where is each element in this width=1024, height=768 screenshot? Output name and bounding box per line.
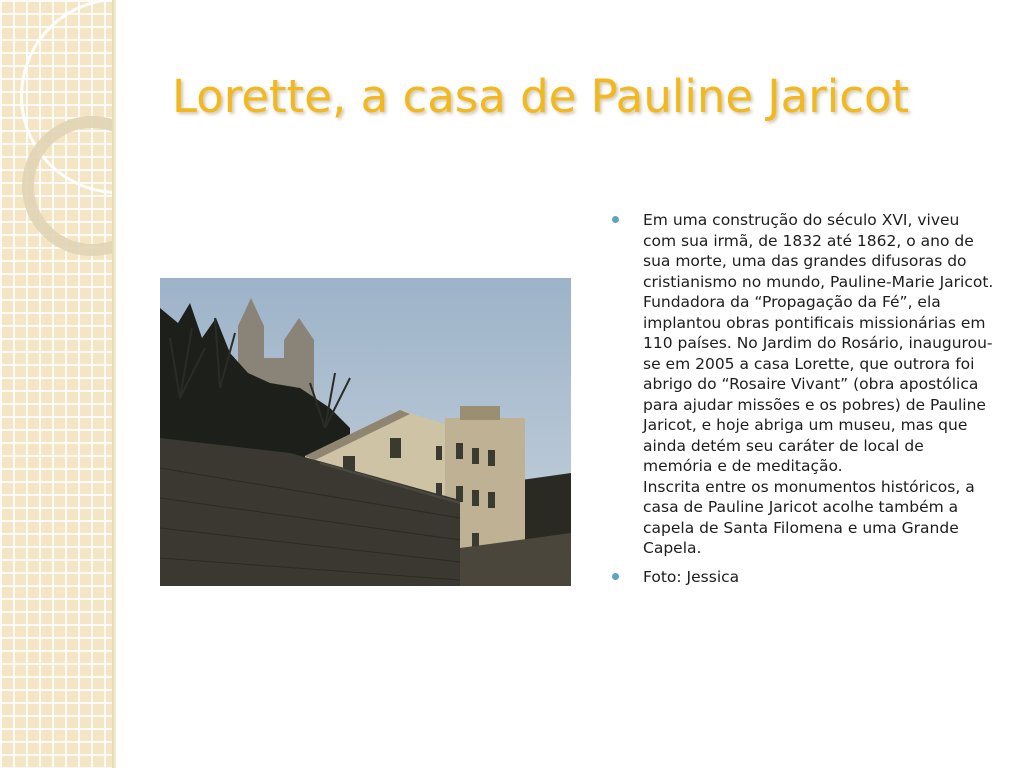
bullet-text: Em uma construção do século XVI, viveu com sua irmã, de 1832 até 1862, o ano de sua morte, uma das grandes difusoras do cristianismo no mundo, Pauline-Marie Jaricot. Fundadora da “Propagação da Fé”, ela implantou obras pontificais missionárias em 110 países. No Jardim do Rosário, inaugurou-se em 2005 a casa Lorette, que outrora foi abrigo do “Rosaire Vivant” (obra apostólica para ajudar missões e os pobres) de Pauline Jaricot, e hoje abriga um museu, mas que ainda detém seu caráter de local de memória e de meditação. bbox=[643, 211, 994, 475]
bullet-dot-icon bbox=[612, 216, 619, 223]
side-strip-edge bbox=[112, 0, 116, 768]
bullet-dot-icon bbox=[612, 573, 619, 580]
decorative-side-strip bbox=[0, 0, 112, 768]
photo-lorette-house bbox=[160, 278, 571, 586]
bullet-text: Inscrita entre os monumentos históricos, a casa de Pauline Jaricot acolhe também a capela de Santa Filomena e uma Grande Capela. bbox=[643, 477, 975, 557]
bullet-list bbox=[610, 210, 994, 595]
photo-credit: Foto: Jessica bbox=[643, 567, 740, 586]
slide-title: Lorette, a casa de Pauline Jaricot bbox=[172, 70, 910, 123]
list-item bbox=[610, 567, 994, 588]
list-item bbox=[610, 210, 994, 559]
